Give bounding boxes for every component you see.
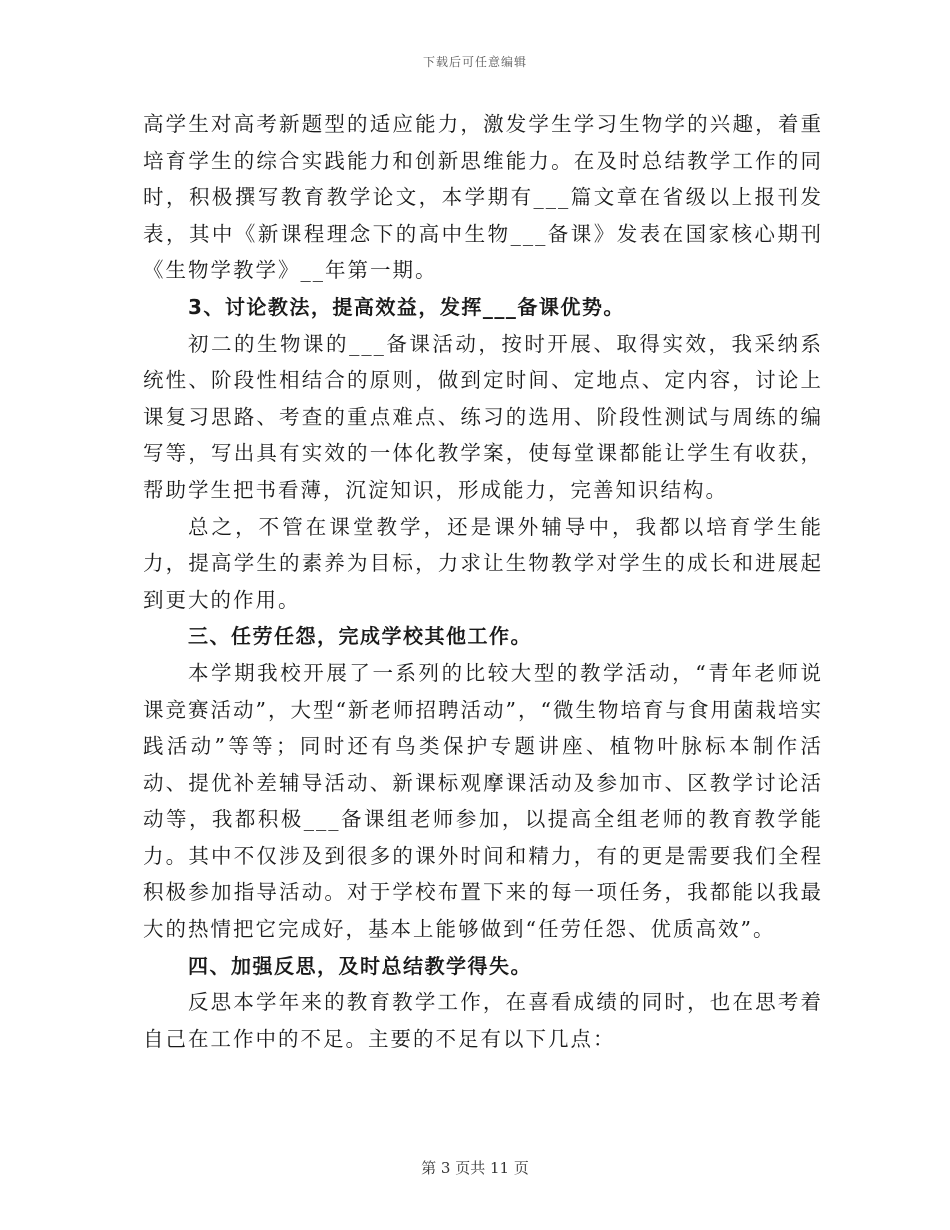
document-body [143,106,823,1057]
paragraph-continuation: 高学生对高考新题型的适应能力，激发学生学习生物学的兴趣，着重培育学生的综合实践能力和创新思维能力。在及时总结教学工作的同时，积极撰写教育教学论文，本学期有___篇文章在省级以上报刊发表，其中《新课程理念下的高中生物___备课》发表在国家核心期刊《生物学教学》__年第一期。 [143,112,823,283]
paragraph-summary: 总之，不管在课堂教学，还是课外辅导中，我都以培育学生能力，提高学生的素养为目标，力求让生物教学对学生的成长和进展起到更大的作用。 [143,514,823,612]
paragraph-activities: 本学期我校开展了一系列的比较大型的教学活动，“青年老师说课竞赛活动”，大型“新老师招聘活动”，“微生物培育与食用菌栽培实践活动”等等；同时还有鸟类保护专题讲座、植物叶脉标本制作活动、提优补差辅导活动、新课标观摩课活动及参加市、区教学讨论活动等，我都积极___备课组老师参加，以提高全组老师的教育教学能力。其中不仅涉及到很多的课外时间和精力，有的更是需要我们全程积极参加指导活动。对于学校布置下来的每一项任务，我都能以我最大的热情把它完成好，基本上能够做到“任劳任怨、优质高效”。 [143,660,823,942]
section-heading-reflection: 四、加强反思，及时总结教学得失。 [188,953,532,978]
paragraph-collective-prep: 初二的生物课的___备课活动，按时开展、取得实效，我采纳系统性、阶段性相结合的原则，做到定时间、定地点、定内容，讨论上课复习思路、考查的重点难点、练习的选用、阶段性测试与周练的编写等，写出具有实效的一体化教学案，使每堂课都能让学生有收获，帮助学生把书看薄，沉淀知识，形成能力，完善知识结构。 [143,331,823,502]
section-heading-3: 3、讨论教法，提高效益，发挥___备课优势。 [188,294,625,319]
page-header: 下载后可任意编辑 [422,55,527,69]
section-heading-other-work: 三、任劳任怨，完成学校其他工作。 [188,624,532,649]
page-number: 第 3 页共 11 页 [421,1159,529,1177]
paragraph-reflection: 反思本学年来的教育教学工作，在喜看成绩的同时，也在思考着自己在工作中的不足。主要的不足有以下几点： [143,990,823,1051]
